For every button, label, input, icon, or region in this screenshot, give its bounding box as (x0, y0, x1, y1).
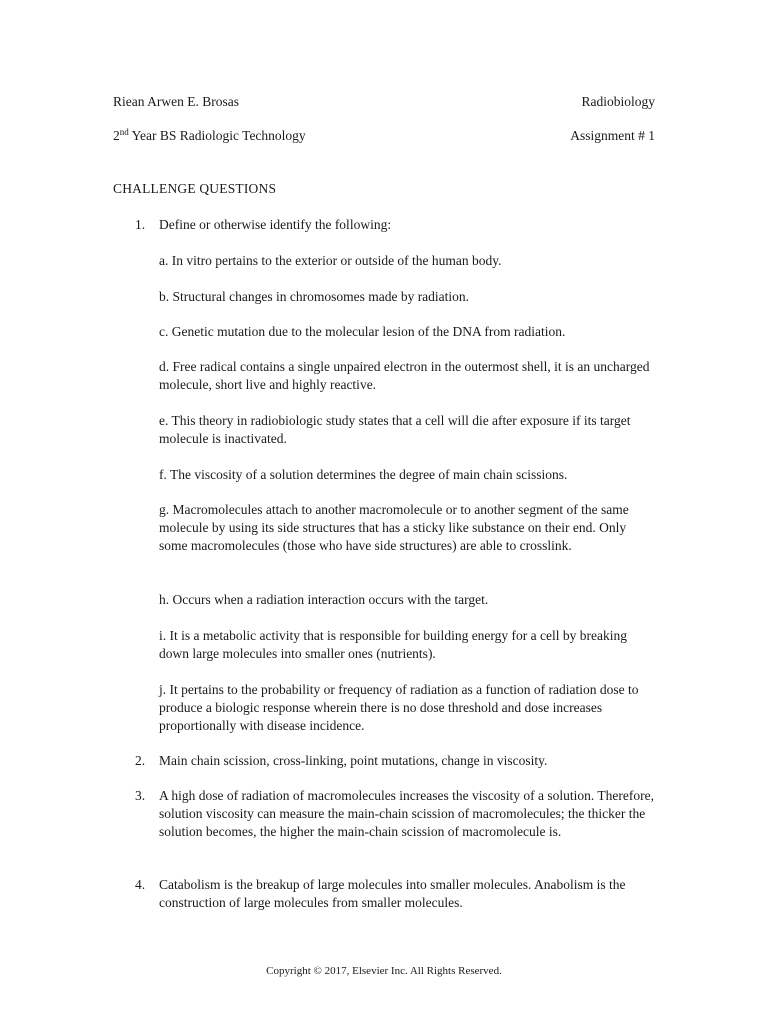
student-name: Riean Arwen E. Brosas (113, 94, 239, 109)
header-row-1 (113, 93, 655, 111)
answer-item-j: j. It pertains to the probability or frequency of radiation as a function of radiation dose to produce a biologic response wherein there is no dose threshold and dose increases proportionally with disease incidence. (159, 682, 639, 733)
year-suffix: nd (119, 127, 129, 137)
question-number: 3. (135, 788, 146, 803)
answer-item-h: h. Occurs when a radiation interaction occurs with the target. (159, 592, 489, 607)
question-number: 1. (135, 217, 146, 232)
program-name: Year BS Radiologic Technology (128, 128, 306, 143)
answer-item-b: b. Structural changes in chromosomes made by radiation. (159, 289, 470, 304)
question-text: Main chain scission, cross-linking, point mutations, change in viscosity. (159, 753, 548, 768)
section-title: CHALLENGE QUESTIONS (113, 181, 277, 196)
question-text: Define or otherwise identify the following: (159, 217, 392, 232)
question-number: 4. (135, 877, 146, 892)
program-line (113, 127, 306, 145)
answer-item-g: g. Macromolecules attach to another macromolecule or to another segment of the same molecule by using its side structures that has a sticky like substance on their end. Only some macromolecules (those who have side structures) are able to crosslink. (159, 502, 629, 553)
answer-item-a: a. In vitro pertains to the exterior or outside of the human body. (159, 253, 502, 268)
question-text: A high dose of radiation of macromolecules increases the viscosity of a solution. Therefore, solution viscosity can measure the main-chain scission of macromolecules; the thicker the solution becomes, the higher the main-chain scission of macromolecule is. (159, 788, 654, 839)
header-row-2 (113, 127, 655, 145)
question-number: 2. (135, 753, 146, 768)
assignment-label: Assignment # 1 (570, 128, 655, 143)
subject-name: Radiobiology (581, 94, 655, 109)
answer-item-c: c. Genetic mutation due to the molecular lesion of the DNA from radiation. (159, 324, 566, 339)
answer-item-f: f. The viscosity of a solution determines the degree of main chain scissions. (159, 467, 568, 482)
answer-item-e: e. This theory in radiobiologic study states that a cell will die after exposure if its target molecule is inactivated. (159, 413, 631, 446)
question-text: Catabolism is the breakup of large molecules into smaller molecules. Anabolism is the construction of large molecules from smaller molecules. (159, 877, 626, 910)
answer-item-d: d. Free radical contains a single unpaired electron in the outermost shell, it is an uncharged molecule, short live and highly reactive. (159, 359, 650, 392)
copyright-footer: Copyright © 2017, Elsevier Inc. All Rights Reserved. (266, 965, 502, 977)
year-number: 2 (113, 128, 120, 143)
answer-item-i: i. It is a metabolic activity that is responsible for building energy for a cell by breaking down large molecules into smaller ones (nutrients). (159, 628, 627, 661)
